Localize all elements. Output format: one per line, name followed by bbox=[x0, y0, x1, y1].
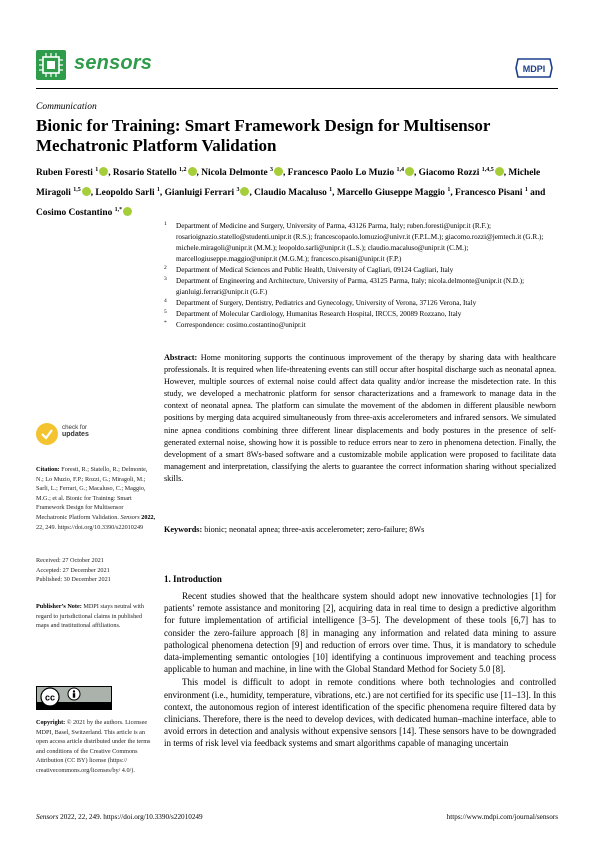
affiliation-item bbox=[164, 221, 556, 265]
footer-journal-url[interactable]: https://www.mdpi.com/journal/sensors bbox=[446, 813, 558, 821]
check-updates-icon bbox=[36, 423, 58, 445]
author-affiliation-sup: 1,4,5 bbox=[481, 167, 494, 173]
affiliation-text: Department of Medical Sciences and Public Health, University of Cagliari, 09124 Cagliari, Italy bbox=[176, 266, 454, 274]
author-affiliation-sup: 3 bbox=[269, 167, 273, 173]
author-name[interactable]: Nicola Delmonte $^3$ bbox=[201, 168, 283, 178]
check-updates-line1: check for bbox=[62, 424, 88, 431]
accepted-date: Accepted: 27 December 2021 bbox=[36, 566, 110, 574]
citation-year: 2022, bbox=[141, 513, 156, 521]
author-name[interactable]: Giacomo Rozzi $^{1,4,5}$ bbox=[419, 168, 504, 178]
affiliation-item bbox=[164, 320, 556, 331]
author-affiliation-sup: 1,5 bbox=[73, 187, 81, 194]
journal-name: sensors bbox=[74, 52, 153, 74]
intro-paragraph-2: This model is difficult to adopt in remote conditions where both technologies and controlled environment (i.e., humidity, temperature, vibrations, etc.) are not certified for its specific use [11–13]. In this context, the autonomous region of interest identification of the specific phenomena require filtered data by clinicians. Therefore, there is the need to develop devices, with dedicated human–machine interface, able to avoid errors in detection and analysis without expensive sensors [14]. These sensors have to be downgraded in terms of risk level via feedback systems and smart algorithms capable of managing uncertain bbox=[164, 677, 556, 749]
author-affiliation-sup: 1 bbox=[156, 187, 160, 194]
page-footer bbox=[36, 813, 558, 821]
check-for-updates-button[interactable] bbox=[36, 423, 146, 453]
affiliation-text: Department of Medicine and Surgery, University of Parma, 43126 Parma, Italy; ruben.foresti@unipr.it (R.F.); rosarioignazio.statello@studenti.unipr.it (R.S.); francescopaolo.lomuzio@univr.it (F.P.L.M.); giacomo.rozzi@jemtech.it (G.R.); michele.miragoli@unipr.it (M.M.); leopoldo.sarli@unipr.it (L.S.); claudio.macaluso@unipr.it (C.M.); marcellogiuseppe.maggio@unipr.it (M.G.M.); francesco.pisani@unipr.it (F.P.) bbox=[176, 222, 544, 263]
author-name[interactable]: Claudio Macaluso $^1$ bbox=[254, 187, 333, 199]
journal-logo-icon bbox=[36, 50, 66, 80]
author-affiliation-sup: 1 bbox=[95, 167, 99, 173]
orcid-icon[interactable] bbox=[99, 167, 108, 176]
affiliation-text: Correspondence: cosimo.costantino@unipr.it bbox=[176, 321, 306, 329]
author-name[interactable]: Marcello Giuseppe Maggio $^1$ bbox=[336, 187, 451, 199]
author-affiliation-sup: 1 bbox=[329, 187, 333, 194]
intro-paragraph-1: Recent studies showed that the healthcare system should adopt new innovative technologies [1] for patients’ remote assistance and monitoring [2], acquiring data in real time to design a predictive algorithm for future implementation of artificial intelligence [3–5]. The development of these tools [6,7] has to consider the zero-failure approach [8] in managing any information and related data mining to assure pathological phenomena detection [9] and reduction of errors over time. Thus, it is mandatory to schedule data-implementing semantic ontologies [10] identifying a continuous improvement and teaching process applicable to human and machine, in line with the Global Standard Method for Society 5.0 [8]. bbox=[164, 591, 556, 675]
affiliation-item bbox=[164, 298, 556, 309]
affiliation-number: 2 bbox=[164, 265, 167, 271]
orcid-icon[interactable] bbox=[188, 167, 197, 176]
affiliation-item bbox=[164, 276, 556, 298]
author-name[interactable]: Michele Miragoli $^{1,5}$ bbox=[36, 168, 541, 199]
affiliation-item bbox=[164, 265, 556, 276]
footer-journal: Sensors bbox=[36, 813, 59, 821]
orcid-icon[interactable] bbox=[495, 167, 504, 176]
author-name[interactable]: Cosimo Costantino $^{1,*}$ bbox=[36, 208, 132, 218]
affiliation-number: 4 bbox=[164, 298, 167, 304]
publisher-note-text: MDPI stays neutral with regard to jurisdictional claims in published maps and institutional affiliations. bbox=[36, 603, 144, 630]
keywords bbox=[164, 524, 556, 536]
author-name[interactable]: Francesco Pisani $^1$ bbox=[455, 187, 528, 199]
author-list: Ruben Foresti $^1$ , Rosario Statello $^{1,2}$ , Nicola Delmonte $^3$ , Francesco Paolo Lo Muzio $^{1,4}$ , Giacomo Rozzi $^{1,4,5}$ , Michele Miragoli $^{1,5}$ , Leopoldo Sarli $^1$, Gianluigi Ferrari $^3$ , Claudio Macaluso $^1$, Marcello Giuseppe Maggio $^1$, Francesco Pisani $^1$ and Cosimo Costantino $^{1,*}$ bbox=[36, 167, 546, 219]
author-affiliation-sup: 3 bbox=[236, 187, 240, 194]
published-date: Published: 30 December 2021 bbox=[36, 576, 111, 584]
section-heading: 1. Introduction bbox=[164, 574, 222, 584]
publisher-name: MDPI bbox=[522, 64, 546, 74]
received-date: Received: 27 October 2021 bbox=[36, 557, 104, 564]
mdpi-logo bbox=[514, 57, 554, 79]
orcid-icon[interactable] bbox=[123, 207, 132, 216]
author-affiliation-sup: 1 bbox=[524, 187, 528, 194]
copyright-block bbox=[36, 718, 156, 776]
orcid-icon[interactable] bbox=[82, 187, 91, 196]
author-name[interactable]: Leopoldo Sarli $^1$ bbox=[95, 187, 160, 199]
affiliation-text: Department of Molecular Cardiology, Humanitas Research Hospital, IRCCS, 20089 Rozzano, Italy bbox=[176, 310, 462, 318]
copyright-label: Copyright: bbox=[36, 719, 66, 726]
affiliation-number: 5 bbox=[164, 309, 167, 315]
abstract-text: Home monitoring supports the continuous improvement of the therapy by sharing data with healthcare professionals. It is required when life-threatening events can still occur after hospital discharge such as neonatal apnea. However, multiple sources of external noise could affect data quality and/or increase the misdetection rate. In this study, we developed a mechatronic platform for sensor characterizations and a framework to manage data in the context of neonatal apnea. The platform can simulate the movement of the abdomen in different plausible newborn positions by merging data acquired simultaneously from three-axis accelerometers and infrared sensors. We simulated nine apnea conditions combining three different linear displacements and body postures in the presence of self-generated external noise, showing how it is possible to reduce errors near to zero in phenomena detection. Finally, the development of a smart 8Ws-based software and a customizable mobile application were proposed to facilitate data management and interpretation, classifying the alerts to guarantee the correct information sharing without specialized skills. bbox=[164, 353, 556, 483]
citation-block bbox=[36, 465, 156, 532]
author-name[interactable]: Francesco Paolo Lo Muzio $^{1,4}$ bbox=[288, 168, 414, 178]
article-title: Bionic for Training: Smart Framework Design for Multisensor Mechatronic Platform Validation bbox=[36, 116, 491, 155]
svg-text:cc: cc bbox=[44, 692, 56, 703]
check-updates-line2: updates bbox=[62, 431, 89, 438]
keywords-text: bionic; neonatal apnea; three-axis accelerometer; zero-failure; 8Ws bbox=[204, 525, 425, 534]
copyright-text: © 2021 by the authors. Licensee MDPI, Basel, Switzerland. This article is an open access article distributed under the terms and conditions of the Creative Commons Attribution (CC BY) license (https:// creativecommons.org/licenses/by/ 4.0/). bbox=[36, 719, 151, 774]
affiliation-number: 1 bbox=[164, 221, 167, 227]
author-name[interactable]: Gianluigi Ferrari $^3$ bbox=[165, 188, 250, 198]
dates-block bbox=[36, 556, 156, 585]
author-affiliation-sup: 1 bbox=[447, 187, 451, 194]
affiliation-item bbox=[164, 309, 556, 320]
author-name[interactable]: Rosario Statello $^{1,2}$ bbox=[113, 168, 197, 178]
citation-journal: Sensors bbox=[120, 513, 140, 521]
author-affiliation-sup: 1,4 bbox=[396, 167, 404, 173]
publisher-note bbox=[36, 602, 156, 631]
orcid-icon[interactable] bbox=[240, 187, 249, 196]
article-type: Communication bbox=[36, 102, 97, 112]
abstract-label: Abstract: bbox=[164, 353, 198, 362]
affiliation-number: * bbox=[164, 320, 167, 326]
abstract bbox=[164, 352, 556, 485]
footer-citation[interactable]: 2022, 22, 249. https://doi.org/10.3390/s22010249 bbox=[60, 813, 203, 821]
publisher-note-label: Publisher’s Note: bbox=[36, 603, 82, 610]
citation-label: Citation: bbox=[36, 466, 60, 473]
introduction-body bbox=[164, 590, 556, 751]
keywords-label: Keywords: bbox=[164, 525, 203, 534]
orcid-icon[interactable] bbox=[274, 167, 283, 176]
citation-text: Foresti, R.; Statello, R.; Delmonte, N.; Lo Muzio, F.P.; Rozzi, G.; Miragoli, M.; Sarli, L.; Ferrari, G.; Macaluso, C.; Maggio, M.G.; et al. Bionic for Training: Smart Framework Design for Multisensor Mechatronic Platform Validation. bbox=[36, 466, 148, 521]
affiliations bbox=[164, 221, 556, 331]
header-rule bbox=[36, 88, 558, 89]
orcid-icon[interactable] bbox=[405, 167, 414, 176]
affiliation-number: 3 bbox=[164, 276, 167, 282]
affiliation-text: Department of Engineering and Architecture, University of Parma, 43125 Parma, Italy; nicola.delmonte@unipr.it (N.D.); gianluigi.ferrari@unipr.it (G.F.) bbox=[176, 277, 525, 296]
affiliation-text: Department of Surgery, Dentistry, Pediatrics and Gynecology, University of Verona, 37126 Verona, Italy bbox=[176, 299, 477, 307]
author-affiliation-sup: 1,* bbox=[114, 207, 123, 214]
citation-doi[interactable]: 22, 249. https://doi.org/10.3390/s22010249 bbox=[36, 523, 144, 531]
author-affiliation-sup: 1,2 bbox=[179, 167, 187, 173]
author-name[interactable]: Ruben Foresti $^1$ bbox=[36, 168, 108, 178]
cc-by-license-icon[interactable] bbox=[36, 686, 112, 710]
